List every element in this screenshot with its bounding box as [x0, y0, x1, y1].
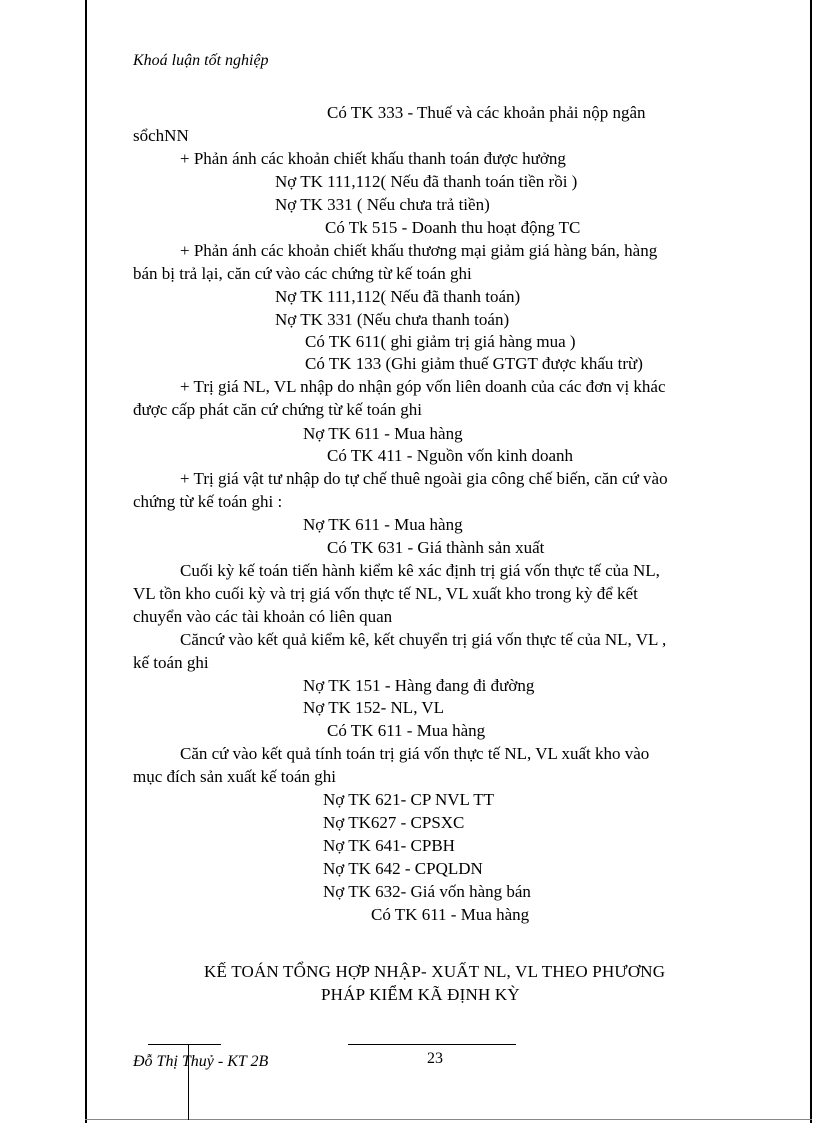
text-line: bán bị trả lại, căn cứ vào các chứng từ kế toán ghi [133, 264, 472, 283]
text-line: VL tồn kho cuối kỳ và trị giá vốn thực tế NL, VL xuất kho trong kỳ để kết [133, 584, 638, 603]
text-line: Nợ TK627 - CPSXC [323, 813, 465, 832]
text-line: Có TK 631 - Giá thành sản xuất [327, 538, 545, 557]
text-line: Căn cứ vào kết quả tính toán trị giá vốn thực tế NL, VL xuất kho vào [180, 744, 650, 763]
text-line: Có Tk 515 - Doanh thu hoạt động TC [325, 218, 581, 237]
text-line: Có TK 611 - Mua hàng [371, 905, 530, 924]
text-line: Nợ TK 111,112( Nếu đã thanh toán tiền rồi ) [275, 172, 578, 191]
text-line: sổchNN [133, 126, 189, 145]
text-line: + Trị giá vật tư nhập do tự chế thuê ngoài gia công chế biến, căn cứ vào [180, 469, 668, 488]
text-line: Nợ TK 111,112( Nếu đã thanh toán) [275, 287, 521, 306]
footer-rule-right [348, 1044, 516, 1045]
text-line: Nợ TK 641- CPBH [323, 836, 455, 855]
text-line: Nợ TK 642 - CPQLDN [323, 859, 483, 878]
section-heading-line-2: PHÁP KIỂM KÃ ĐỊNH KỲ [321, 985, 520, 1004]
text-line: + Trị giá NL, VL nhập do nhận góp vốn liên doanh của các đơn vị khác [180, 377, 666, 396]
text-line: Nợ TK 151 - Hàng đang đi đường [303, 676, 535, 695]
text-line: mục đích sản xuất kế toán ghi [133, 767, 337, 786]
text-line: Nợ TK 611 - Mua hàng [303, 424, 463, 443]
text-line: Nợ TK 331 ( Nếu chưa trả tiền) [275, 195, 490, 214]
text-line: được cấp phát căn cứ chứng từ kế toán ghi [133, 400, 422, 419]
text-line: chứng từ kế toán ghi : [133, 492, 283, 511]
text-line: Có TK 333 - Thuế và các khoản phải nộp ngân [327, 103, 646, 122]
text-line: Nợ TK 621- CP NVL TT [323, 790, 494, 809]
text-line: Có TK 611( ghi giảm trị giá hàng mua ) [305, 332, 576, 351]
page-frame-right [810, 0, 812, 1123]
text-line: + Phản ánh các khoản chiết khấu thương mại giảm giá hàng bán, hàng [180, 241, 658, 260]
section-heading-line-1: KẾ TOÁN TỔNG HỢP NHẬP- XUẤT NL, VL THEO PHƯƠNG [204, 962, 666, 981]
text-line: Căncứ vào kết quả kiểm kê, kết chuyển trị giá vốn thực tế của NL, VL , [180, 630, 667, 649]
text-line: Có TK 133 (Ghi giảm thuế GTGT được khấu trừ) [305, 354, 643, 373]
text-line: chuyển vào các tài khoản có liên quan [133, 607, 393, 626]
text-line: Cuối kỳ kế toán tiến hành kiểm kê xác định trị giá vốn thực tế của NL, [180, 561, 660, 580]
text-line: kế toán ghi [133, 653, 209, 672]
page-number: 23 [427, 1050, 443, 1067]
page-header: Khoá luận tốt nghiệp [133, 52, 269, 69]
text-line: Có TK 611 - Mua hàng [327, 721, 486, 740]
page-frame-left [85, 0, 87, 1123]
text-line: Nợ TK 611 - Mua hàng [303, 515, 463, 534]
page-frame-bottom [85, 1119, 812, 1120]
footer-author: Đỗ Thị Thuỷ - KT 2B [133, 1053, 269, 1070]
text-line: Nợ TK 632- Giá vốn hàng bán [323, 882, 531, 901]
text-line: Nợ TK 152- NL, VL [303, 698, 445, 717]
text-line: Nợ TK 331 (Nếu chưa thanh toán) [275, 310, 510, 329]
footer-rule-left [148, 1044, 221, 1045]
text-line: + Phản ánh các khoản chiết khấu thanh toán được hưởng [180, 149, 566, 168]
text-line: Có TK 411 - Nguồn vốn kinh doanh [327, 446, 574, 465]
